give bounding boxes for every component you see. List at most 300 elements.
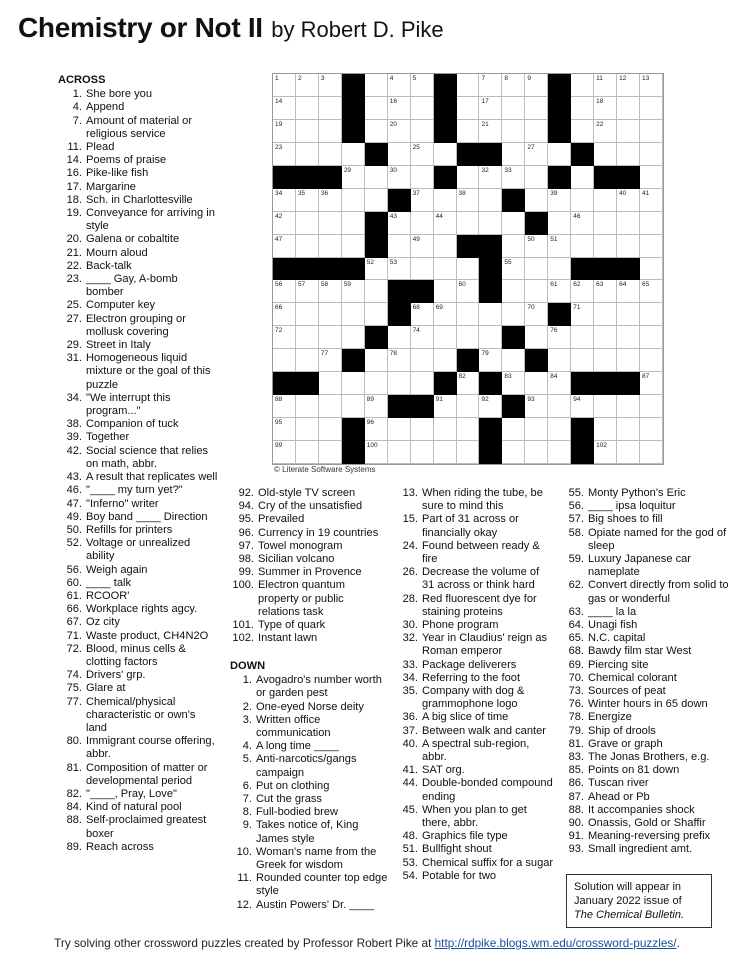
clue-item xyxy=(230,899,390,912)
grid-cell[interactable] xyxy=(388,349,411,372)
grid-cell[interactable] xyxy=(273,280,296,303)
grid-cell[interactable] xyxy=(365,258,388,281)
grid-cell[interactable] xyxy=(525,395,548,418)
grid-cell[interactable] xyxy=(296,303,319,326)
grid-cell[interactable] xyxy=(594,326,617,349)
grid-cell[interactable] xyxy=(548,349,571,372)
grid-cell[interactable] xyxy=(502,418,525,441)
grid-cell[interactable] xyxy=(548,326,571,349)
grid-cell[interactable] xyxy=(640,143,663,166)
grid-cell[interactable] xyxy=(479,120,502,143)
grid-cell[interactable] xyxy=(640,166,663,189)
grid-cell[interactable] xyxy=(342,235,365,258)
grid-cell[interactable] xyxy=(319,372,342,395)
clue-text: Found between ready & fire xyxy=(422,539,540,566)
grid-cell[interactable] xyxy=(525,235,548,258)
grid-cell[interactable] xyxy=(411,212,434,235)
clue-number: 61. xyxy=(66,589,82,602)
grid-cell[interactable] xyxy=(365,441,388,464)
grid-cell[interactable] xyxy=(548,280,571,303)
grid-cell[interactable] xyxy=(342,166,365,189)
grid-cell[interactable] xyxy=(388,258,411,281)
grid-cell[interactable] xyxy=(273,212,296,235)
grid-cell[interactable] xyxy=(594,441,617,464)
clue-number: 99. xyxy=(238,566,254,579)
grid-cell[interactable] xyxy=(640,349,663,372)
grid-cell[interactable] xyxy=(617,280,640,303)
grid-cell[interactable] xyxy=(319,74,342,97)
grid-cell[interactable] xyxy=(617,235,640,258)
grid-cell[interactable] xyxy=(411,189,434,212)
grid-cell[interactable] xyxy=(594,280,617,303)
grid-cell[interactable] xyxy=(594,395,617,418)
grid-cell[interactable] xyxy=(457,97,480,120)
grid-cell[interactable] xyxy=(273,143,296,166)
clue-number: 36. xyxy=(402,711,418,724)
clue-number: 6. xyxy=(242,779,252,792)
grid-cell[interactable] xyxy=(342,189,365,212)
grid-cell[interactable] xyxy=(411,418,434,441)
grid-number: 9 xyxy=(527,75,531,82)
grid-cell[interactable] xyxy=(571,280,594,303)
grid-cell[interactable] xyxy=(479,74,502,97)
clue-text: Referring to the foot xyxy=(422,671,521,684)
clue-number: 94. xyxy=(238,500,254,513)
grid-cell[interactable] xyxy=(594,120,617,143)
grid-cell[interactable] xyxy=(273,120,296,143)
grid-cell[interactable] xyxy=(319,189,342,212)
grid-cell[interactable] xyxy=(365,189,388,212)
grid-cell[interactable] xyxy=(525,189,548,212)
grid-cell[interactable] xyxy=(525,280,548,303)
grid-cell[interactable] xyxy=(502,120,525,143)
grid-cell[interactable] xyxy=(502,212,525,235)
grid-cell[interactable] xyxy=(342,280,365,303)
grid-cell[interactable] xyxy=(411,372,434,395)
grid-cell[interactable] xyxy=(434,441,457,464)
grid-cell[interactable] xyxy=(525,441,548,464)
grid-cell[interactable] xyxy=(342,143,365,166)
grid-cell[interactable] xyxy=(502,349,525,372)
clue-text: Monty Python's Eric xyxy=(588,487,686,499)
grid-cell[interactable] xyxy=(525,258,548,281)
grid-cell[interactable] xyxy=(571,97,594,120)
grid-cell[interactable] xyxy=(640,258,663,281)
grid-cell[interactable] xyxy=(365,166,388,189)
grid-cell[interactable] xyxy=(640,120,663,143)
grid-cell[interactable] xyxy=(594,303,617,326)
clue-number: 5. xyxy=(242,753,252,766)
grid-cell[interactable] xyxy=(457,441,480,464)
grid-cell[interactable] xyxy=(525,74,548,97)
clue-text: Ahead or Pb xyxy=(588,790,650,803)
grid-number: 27 xyxy=(527,143,535,151)
grid-cell[interactable] xyxy=(617,441,640,464)
clue-text: Energize xyxy=(588,711,632,724)
grid-cell[interactable] xyxy=(457,326,480,349)
clue-item xyxy=(58,498,218,511)
grid-cell[interactable] xyxy=(548,143,571,166)
solution-publication: The Chemical Bulletin. xyxy=(574,909,685,921)
grid-cell[interactable] xyxy=(411,303,434,326)
grid-cell[interactable] xyxy=(502,143,525,166)
clue-text: Sicilian volcano xyxy=(258,553,335,566)
grid-cell[interactable] xyxy=(365,372,388,395)
grid-cell[interactable] xyxy=(479,212,502,235)
grid-cell[interactable] xyxy=(479,303,502,326)
clue-item xyxy=(58,247,218,260)
grid-cell[interactable] xyxy=(617,143,640,166)
grid-cell[interactable] xyxy=(434,258,457,281)
grid-cell[interactable] xyxy=(319,235,342,258)
grid-cell[interactable] xyxy=(342,395,365,418)
grid-cell[interactable] xyxy=(411,74,434,97)
grid-cell[interactable] xyxy=(319,143,342,166)
grid-cell[interactable] xyxy=(594,189,617,212)
clue-item xyxy=(396,830,554,843)
grid-cell[interactable] xyxy=(640,212,663,235)
grid-cell[interactable] xyxy=(388,235,411,258)
grid-cell[interactable] xyxy=(502,166,525,189)
grid-cell[interactable] xyxy=(434,326,457,349)
grid-cell[interactable] xyxy=(525,326,548,349)
grid-cell[interactable] xyxy=(273,349,296,372)
grid-number: 65 xyxy=(642,281,650,289)
grid-cell[interactable] xyxy=(365,97,388,120)
grid-block xyxy=(548,303,571,326)
grid-cell[interactable] xyxy=(319,303,342,326)
footer-link[interactable]: http://rdpike.blogs.wm.edu/crossword-puzzles/ xyxy=(434,936,677,950)
grid-cell[interactable] xyxy=(365,120,388,143)
grid-cell[interactable] xyxy=(273,97,296,120)
grid-cell[interactable] xyxy=(388,166,411,189)
grid-cell[interactable] xyxy=(525,143,548,166)
grid-cell[interactable] xyxy=(457,418,480,441)
clue-item xyxy=(230,540,388,553)
grid-cell[interactable] xyxy=(296,326,319,349)
across-heading: ACROSS xyxy=(58,74,106,86)
grid-cell[interactable] xyxy=(594,97,617,120)
grid-cell[interactable] xyxy=(388,418,411,441)
grid-cell[interactable] xyxy=(502,280,525,303)
clue-item xyxy=(396,764,554,777)
grid-cell[interactable] xyxy=(571,326,594,349)
grid-cell[interactable] xyxy=(548,235,571,258)
grid-cell[interactable] xyxy=(594,74,617,97)
grid-cell[interactable] xyxy=(640,97,663,120)
grid-cell[interactable] xyxy=(640,326,663,349)
grid-cell[interactable] xyxy=(434,143,457,166)
clue-item xyxy=(562,685,732,698)
grid-cell[interactable] xyxy=(388,441,411,464)
grid-cell[interactable] xyxy=(548,212,571,235)
grid-cell[interactable] xyxy=(296,418,319,441)
grid-cell[interactable] xyxy=(479,349,502,372)
clue-text: ____ Gay, A-bomb bomber xyxy=(86,273,178,299)
grid-cell[interactable] xyxy=(571,349,594,372)
grid-cell[interactable] xyxy=(296,441,319,464)
clue-text: A long time ____ xyxy=(256,740,339,753)
grid-cell[interactable] xyxy=(479,326,502,349)
clue-item xyxy=(562,672,732,685)
clue-number: 37. xyxy=(402,724,418,737)
grid-cell[interactable] xyxy=(571,212,594,235)
grid-cell[interactable] xyxy=(434,235,457,258)
grid-cell[interactable] xyxy=(525,372,548,395)
grid-cell[interactable] xyxy=(434,303,457,326)
grid-block xyxy=(594,372,617,395)
clue-text: Back-talk xyxy=(86,259,132,272)
clue-item xyxy=(396,593,554,619)
clue-item xyxy=(230,819,390,845)
grid-cell[interactable] xyxy=(594,212,617,235)
grid-cell[interactable] xyxy=(388,326,411,349)
grid-cell[interactable] xyxy=(319,280,342,303)
grid-cell[interactable] xyxy=(319,418,342,441)
grid-cell[interactable] xyxy=(640,74,663,97)
grid-cell[interactable] xyxy=(617,418,640,441)
grid-cell[interactable] xyxy=(525,166,548,189)
grid-block xyxy=(273,166,296,189)
grid-cell[interactable] xyxy=(296,280,319,303)
grid-cell[interactable] xyxy=(457,212,480,235)
across-clues-continued xyxy=(230,487,388,645)
grid-cell[interactable] xyxy=(296,349,319,372)
grid-cell[interactable] xyxy=(457,303,480,326)
grid-cell[interactable] xyxy=(548,441,571,464)
grid-block xyxy=(434,166,457,189)
grid-cell[interactable] xyxy=(411,326,434,349)
grid-cell[interactable] xyxy=(571,120,594,143)
grid-cell[interactable] xyxy=(457,120,480,143)
grid-cell[interactable] xyxy=(640,418,663,441)
grid-cell[interactable] xyxy=(388,97,411,120)
grid-cell[interactable] xyxy=(457,166,480,189)
grid-cell[interactable] xyxy=(365,418,388,441)
clue-number: 18. xyxy=(66,193,82,206)
grid-cell[interactable] xyxy=(640,395,663,418)
grid-cell[interactable] xyxy=(319,212,342,235)
grid-cell[interactable] xyxy=(617,395,640,418)
grid-cell[interactable] xyxy=(273,326,296,349)
grid-cell[interactable] xyxy=(617,97,640,120)
clue-item xyxy=(230,579,388,619)
grid-cell[interactable] xyxy=(411,97,434,120)
grid-number: 36 xyxy=(320,189,329,197)
grid-cell[interactable] xyxy=(502,372,525,395)
grid-cell[interactable] xyxy=(273,303,296,326)
grid-cell[interactable] xyxy=(342,326,365,349)
grid-cell[interactable] xyxy=(502,235,525,258)
grid-cell[interactable] xyxy=(296,143,319,166)
grid-cell[interactable] xyxy=(365,303,388,326)
clue-number: 4. xyxy=(242,740,252,753)
clue-number: 81. xyxy=(568,737,584,750)
clue-text: Grave or graph xyxy=(588,737,663,750)
clue-item xyxy=(230,566,388,579)
grid-cell[interactable] xyxy=(479,189,502,212)
grid-cell[interactable] xyxy=(434,212,457,235)
grid-number: 4 xyxy=(389,75,394,82)
grid-number: 39 xyxy=(550,189,558,197)
grid-cell[interactable] xyxy=(342,303,365,326)
grid-cell[interactable] xyxy=(479,97,502,120)
clue-number: 80. xyxy=(66,735,82,748)
grid-cell[interactable] xyxy=(525,303,548,326)
grid-cell[interactable] xyxy=(479,166,502,189)
grid-cell[interactable] xyxy=(640,235,663,258)
grid-block xyxy=(479,280,502,303)
clue-item xyxy=(230,846,390,872)
grid-cell[interactable] xyxy=(548,395,571,418)
grid-cell[interactable] xyxy=(457,189,480,212)
grid-cell[interactable] xyxy=(411,120,434,143)
grid-cell[interactable] xyxy=(457,372,480,395)
grid-cell[interactable] xyxy=(342,372,365,395)
grid-cell[interactable] xyxy=(434,395,457,418)
grid-cell[interactable] xyxy=(594,349,617,372)
grid-cell[interactable] xyxy=(571,74,594,97)
grid-cell[interactable] xyxy=(273,235,296,258)
grid-cell[interactable] xyxy=(571,395,594,418)
grid-cell[interactable] xyxy=(502,441,525,464)
clue-text: Companion of tuck xyxy=(86,418,179,431)
grid-cell[interactable] xyxy=(411,143,434,166)
grid-cell[interactable] xyxy=(411,441,434,464)
grid-cell[interactable] xyxy=(457,258,480,281)
grid-cell[interactable] xyxy=(388,372,411,395)
grid-cell[interactable] xyxy=(319,441,342,464)
grid-cell[interactable] xyxy=(388,120,411,143)
grid-cell[interactable] xyxy=(365,74,388,97)
grid-cell[interactable] xyxy=(617,120,640,143)
grid-cell[interactable] xyxy=(296,212,319,235)
grid-cell[interactable] xyxy=(273,395,296,418)
grid-cell[interactable] xyxy=(319,326,342,349)
clue-number: 57. xyxy=(568,513,584,526)
grid-cell[interactable] xyxy=(434,280,457,303)
clue-text: Weigh again xyxy=(86,563,148,576)
grid-cell[interactable] xyxy=(548,189,571,212)
clue-text: Bawdy film star West xyxy=(588,645,692,658)
grid-cell[interactable] xyxy=(502,303,525,326)
grid-cell[interactable] xyxy=(502,258,525,281)
clue-item xyxy=(562,659,732,672)
grid-cell[interactable] xyxy=(296,74,319,97)
clue-item xyxy=(58,537,218,563)
grid-cell[interactable] xyxy=(640,189,663,212)
grid-cell[interactable] xyxy=(617,189,640,212)
grid-cell[interactable] xyxy=(296,395,319,418)
grid-cell[interactable] xyxy=(525,120,548,143)
grid-cell[interactable] xyxy=(640,372,663,395)
grid-cell[interactable] xyxy=(273,74,296,97)
grid-cell[interactable] xyxy=(502,97,525,120)
clue-text: Decrease the volume of 31 across or think hard xyxy=(422,566,540,592)
grid-cell[interactable] xyxy=(571,189,594,212)
grid-cell[interactable] xyxy=(365,395,388,418)
grid-cell[interactable] xyxy=(617,74,640,97)
grid-cell[interactable] xyxy=(640,280,663,303)
grid-cell[interactable] xyxy=(479,395,502,418)
grid-cell[interactable] xyxy=(296,97,319,120)
grid-cell[interactable] xyxy=(457,395,480,418)
grid-cell[interactable] xyxy=(319,349,342,372)
grid-cell[interactable] xyxy=(617,303,640,326)
clue-number: 43. xyxy=(66,471,82,484)
clue-number: 83. xyxy=(568,751,584,764)
clue-item xyxy=(396,857,554,870)
grid-cell[interactable] xyxy=(273,189,296,212)
grid-cell[interactable] xyxy=(571,303,594,326)
grid-cell[interactable] xyxy=(525,418,548,441)
grid-cell[interactable] xyxy=(640,303,663,326)
grid-cell[interactable] xyxy=(388,143,411,166)
grid-cell[interactable] xyxy=(594,143,617,166)
grid-cell[interactable] xyxy=(457,74,480,97)
grid-cell[interactable] xyxy=(525,97,548,120)
clue-text: Electron grouping or mollusk covering xyxy=(86,312,186,338)
grid-cell[interactable] xyxy=(319,120,342,143)
grid-cell[interactable] xyxy=(594,235,617,258)
grid-cell[interactable] xyxy=(548,372,571,395)
grid-cell[interactable] xyxy=(571,166,594,189)
clue-number: 34. xyxy=(66,391,82,404)
grid-cell[interactable] xyxy=(388,212,411,235)
grid-cell[interactable] xyxy=(571,235,594,258)
grid-block xyxy=(434,372,457,395)
grid-cell[interactable] xyxy=(617,349,640,372)
grid-number: 94 xyxy=(573,396,581,404)
grid-cell[interactable] xyxy=(617,212,640,235)
grid-cell[interactable] xyxy=(319,395,342,418)
grid-cell[interactable] xyxy=(548,258,571,281)
grid-cell[interactable] xyxy=(365,280,388,303)
clue-text: Woman's name from the Greek for wisdom xyxy=(256,845,377,872)
grid-number: 20 xyxy=(389,120,397,128)
grid-cell[interactable] xyxy=(296,235,319,258)
grid-cell[interactable] xyxy=(296,120,319,143)
grid-cell[interactable] xyxy=(548,418,571,441)
grid-cell[interactable] xyxy=(342,212,365,235)
grid-cell[interactable] xyxy=(434,418,457,441)
grid-cell[interactable] xyxy=(457,280,480,303)
clue-item xyxy=(562,830,732,843)
grid-cell[interactable] xyxy=(411,349,434,372)
grid-cell[interactable] xyxy=(434,349,457,372)
grid-cell[interactable] xyxy=(411,166,434,189)
grid-cell[interactable] xyxy=(273,418,296,441)
clue-text: Between walk and canter xyxy=(422,724,546,737)
grid-cell[interactable] xyxy=(273,441,296,464)
grid-cell[interactable] xyxy=(296,189,319,212)
grid-cell[interactable] xyxy=(502,74,525,97)
clue-number: 70. xyxy=(568,671,584,684)
grid-cell[interactable] xyxy=(388,74,411,97)
clue-item xyxy=(396,513,554,539)
grid-cell[interactable] xyxy=(617,326,640,349)
clue-number: 73. xyxy=(568,685,584,698)
grid-cell[interactable] xyxy=(411,258,434,281)
grid-number: 43 xyxy=(389,212,397,220)
grid-cell[interactable] xyxy=(640,441,663,464)
grid-cell[interactable] xyxy=(365,349,388,372)
grid-cell[interactable] xyxy=(594,418,617,441)
grid-cell[interactable] xyxy=(411,235,434,258)
grid-number: 35 xyxy=(297,189,306,197)
grid-cell[interactable] xyxy=(319,97,342,120)
grid-cell[interactable] xyxy=(434,189,457,212)
